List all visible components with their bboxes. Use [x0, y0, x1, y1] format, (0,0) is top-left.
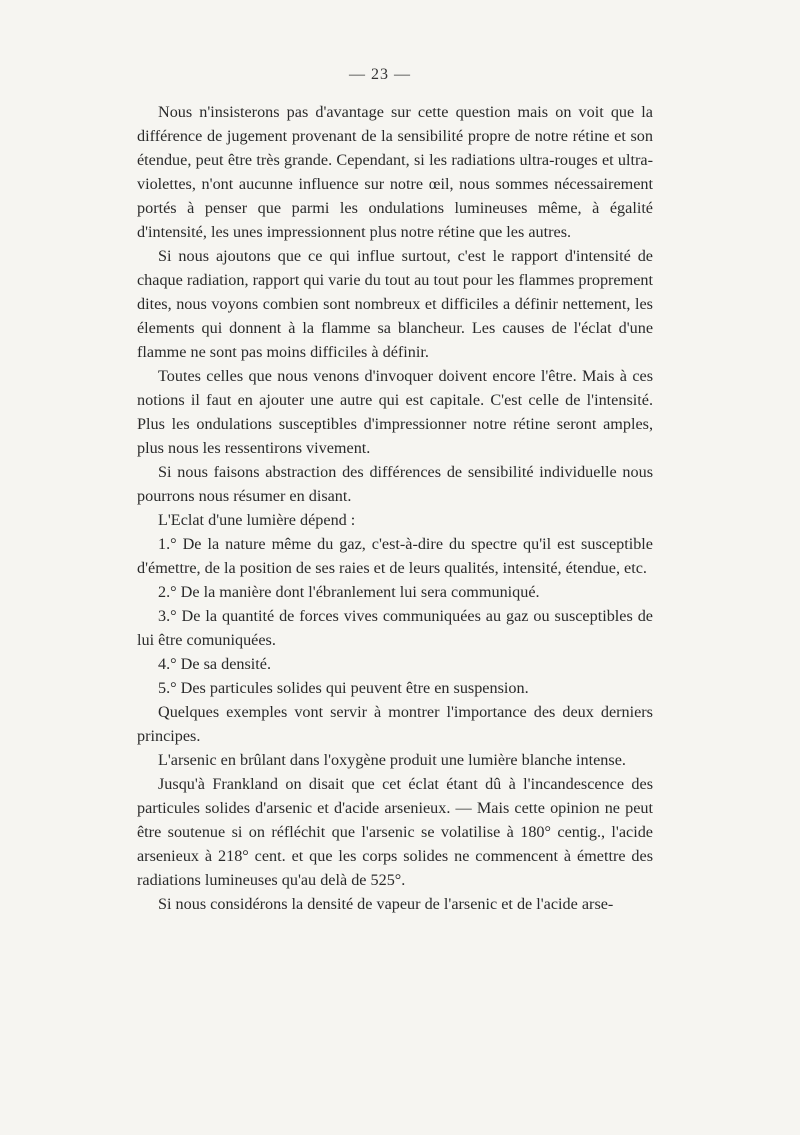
list-item-5: 5.° Des particules solides qui peuvent être en suspension. [158, 679, 529, 697]
body-text [137, 100, 653, 916]
paragraph-7: L'arsenic en brûlant dans l'oxygène produit une lumière blanche intense. [158, 751, 626, 769]
page-number: — 23 — [349, 66, 411, 83]
paragraph-3: Toutes celles que nous venons d'invoquer doivent encore l'être. Mais à ces notions il faut en ajouter une autre qui est capitale. C'est celle de l'intensité. Plus les ondulations susceptibles d'impressionner notre rétine seront amples, plus nous les ressentirons vivement. [137, 367, 653, 457]
paragraph-1: Nous n'insisterons pas d'avantage sur cette question mais on voit que la différence de jugement provenant de la sensibilité propre de notre rétine et son étendue, peut être très grande. Cependant, si les radiations ultra-rouges et ultra-violettes, n'ont aucunne influence sur notre œil, nous sommes nécessairement portés à penser que parmi les ondulations lumineuses même, à égalité d'intensité, les unes impressionnent plus notre rétine que les autres. [137, 103, 653, 241]
paragraph-4: Si nous faisons abstraction des différences de sensibilité individuelle nous pourrons nous résumer en disant. [137, 463, 653, 505]
list-item-4: 4.° De sa densité. [158, 655, 272, 673]
paragraph-6: Quelques exemples vont servir à montrer l'importance des deux derniers principes. [137, 703, 653, 745]
list-item-2: 2.° De la manière dont l'ébranlement lui sera communiqué. [158, 583, 540, 601]
paragraph-8: Jusqu'à Frankland on disait que cet éclat étant dû à l'incandescence des particules solides d'arsenic et d'acide arsenieux. — Mais cette opinion ne peut être soutenue si on réfléchit que l'arsenic se volatilise à 180° centig., l'acide arsenieux à 218° cent. et que les corps solides ne commencent à émettre des radiations lumineuses qu'au delà de 525°. [137, 775, 653, 889]
list-item-3: 3.° De la quantité de forces vives communiquées au gaz ou susceptibles de lui être comuniquées. [137, 607, 653, 649]
paragraph-2: Si nous ajoutons que ce qui influe surtout, c'est le rapport d'intensité de chaque radiation, rapport qui varie du tout au tout pour les flammes proprement dites, nous voyons combien sont nombreux et difficiles a définir nettement, les élements qui donnent à la flamme sa blancheur. Les causes de l'éclat d'une flamme ne sont pas moins difficiles à définir. [137, 247, 653, 361]
paragraph-9: Si nous considérons la densité de vapeur de l'arsenic et de l'acide arse- [158, 895, 614, 913]
list-item-1: 1.° De la nature même du gaz, c'est-à-dire du spectre qu'il est susceptible d'émettre, de la position de ses raies et de leurs qualités, intensité, étendue, etc. [137, 535, 653, 577]
paragraph-5: L'Eclat d'une lumière dépend : [158, 511, 356, 529]
